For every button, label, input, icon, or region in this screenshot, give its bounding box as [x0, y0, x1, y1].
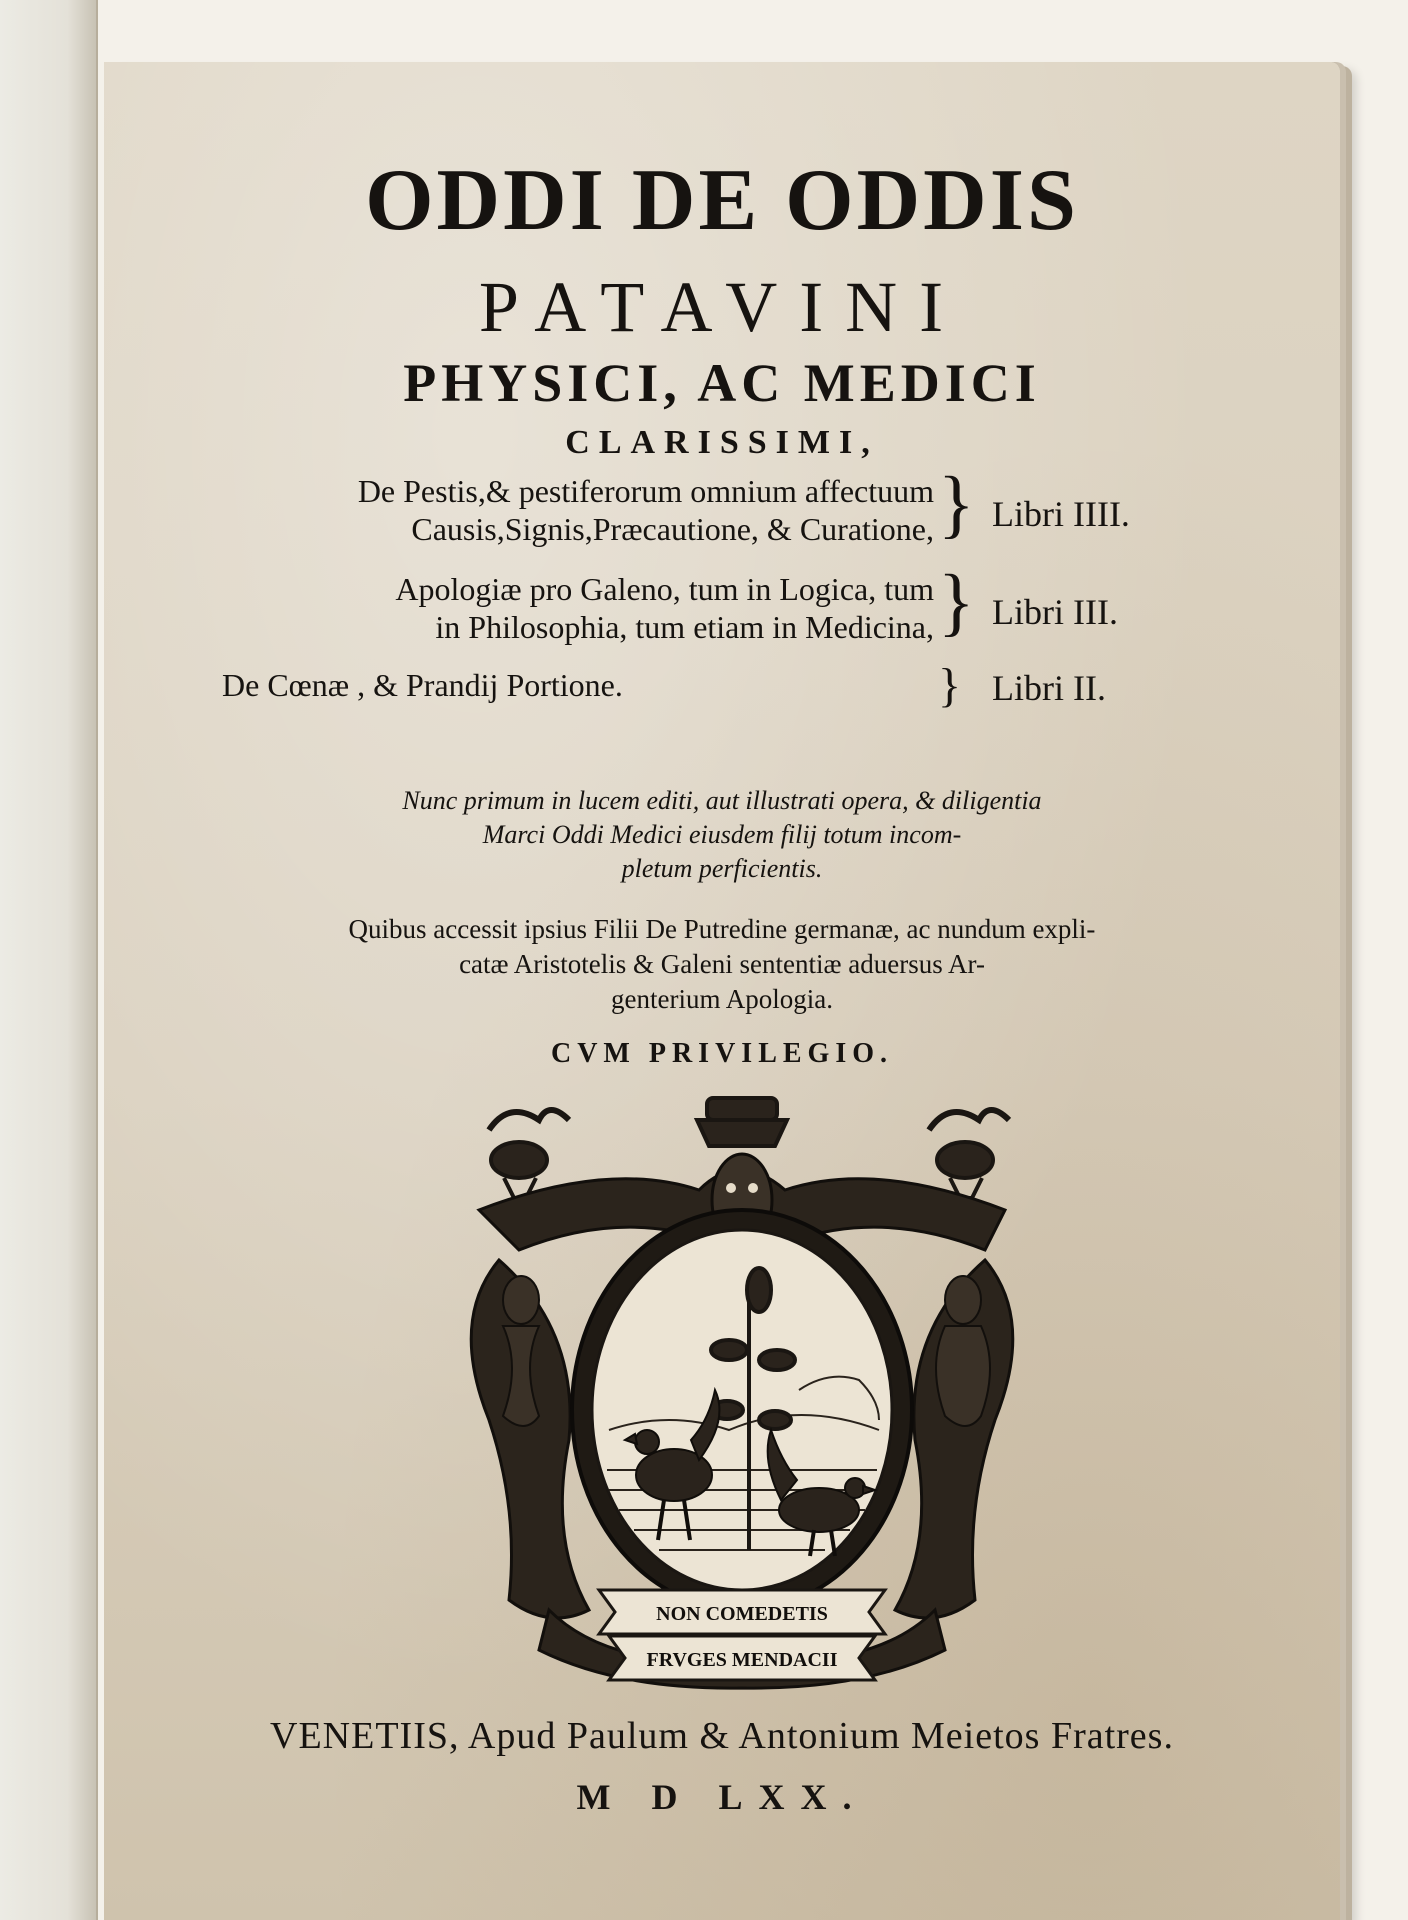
book-title	[222, 666, 934, 704]
publication-date: M D LXX.	[576, 1777, 868, 1817]
author-profession: PHYSICI, AC MEDICI	[403, 353, 1041, 413]
brace-icon: }	[938, 462, 975, 546]
book-entry-plague	[222, 462, 1252, 552]
book-title-line: De Pestis,& pestiferorum omnium affectuum	[357, 473, 934, 509]
book-title-line: in Philosophia, tum etiam in Medicina,	[435, 609, 934, 645]
facing-blank-leaf	[0, 0, 98, 1920]
appendix-note-line: genterium Apologia.	[611, 984, 833, 1014]
book-title-line: Apologiæ pro Galeno, tum in Logica, tum	[395, 571, 934, 607]
book-count: Libri II.	[992, 668, 1106, 708]
author-epithet: CLARISSIMI,	[565, 424, 879, 461]
imprint: VENETIIS, Apud Paulum & Antonium Meietos Fratres.	[270, 1715, 1174, 1757]
book-entry-apologia	[222, 560, 1252, 650]
author-name: ODDI DE ODDIS	[365, 152, 1079, 249]
book-title-line: Causis,Signis,Præcautione, & Curatione,	[411, 511, 934, 547]
book-entry-coena	[222, 659, 1252, 712]
editor-note-line: pletum perficientis.	[621, 854, 823, 883]
author-origin: PATAVINI	[478, 267, 966, 347]
editor-note-line: Nunc primum in lucem editi, aut illustrati opera, & diligentia	[402, 786, 1042, 815]
book-title	[222, 570, 934, 646]
motto-line: NON COMEDETIS	[656, 1603, 828, 1625]
book-count: Libri III.	[992, 592, 1118, 632]
book-title	[222, 472, 934, 548]
appendix-note-line: catæ Aristotelis & Galeni sententiæ aduersus Ar-	[459, 949, 985, 979]
book-title-line: De Cœnæ , & Prandij Portione.	[222, 667, 623, 703]
brace-icon: }	[938, 560, 975, 644]
appendix-note	[104, 912, 1340, 1017]
printer-mark-woodcut	[459, 1090, 1025, 1690]
appendix-note-line: Quibus accessit ipsius Filii De Putredine germanæ, ac nundum expli-	[348, 914, 1096, 944]
editor-note	[104, 784, 1340, 886]
editor-note-line: Marci Oddi Medici eiusdem filij totum incom-	[482, 820, 962, 849]
title-page	[104, 62, 1340, 1920]
book-count: Libri IIII.	[992, 494, 1130, 534]
motto-line: FRVGES MENDACII	[646, 1649, 838, 1671]
privilege-notice: CVM PRIVILEGIO.	[550, 1038, 893, 1069]
brace-icon: }	[938, 659, 962, 712]
